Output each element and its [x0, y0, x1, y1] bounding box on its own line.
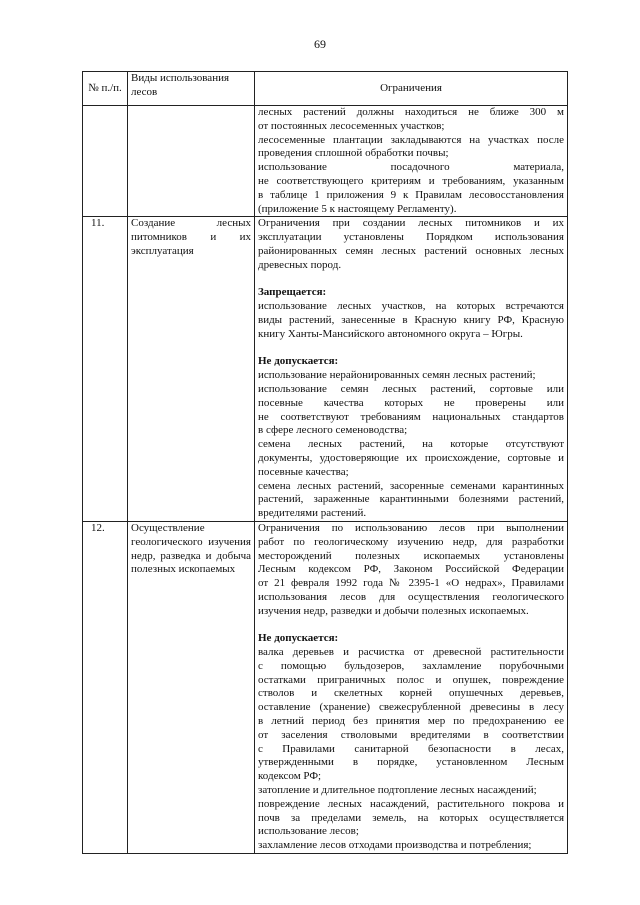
text-line: посевные качества; [258, 465, 349, 478]
text-line: вредителями растений. [258, 507, 367, 520]
text-line: районированных семян лесных растений основных лесных [258, 244, 564, 257]
spacer [258, 273, 564, 287]
text-line: использование посадочного материала, [258, 161, 564, 174]
header-number: № п./п. [83, 72, 128, 106]
text-line: не соответствуют требованиям национальных стандартов [258, 410, 564, 423]
text-line: не соответствующего критериям и требованиям, указанным [258, 174, 564, 187]
text-line: с Правилами санитарной безопасности в лесах, [258, 742, 564, 755]
row-number: 11. [83, 217, 128, 522]
text-line: Ограничения при создании лесных питомников и их [258, 217, 564, 230]
cell-empty-kind [128, 106, 255, 217]
text-line: семена лесных растений, засоренные семенами карантинных [258, 479, 564, 492]
text-line: Ограничения по использованию лесов при выполнении [258, 521, 564, 534]
text-line: повреждение лесных насаждений, растительного покрова и [258, 797, 564, 810]
table-row-continuation [83, 106, 568, 217]
text-line: книгу Ханты-Мансийского автономного округа – Югры. [258, 327, 523, 340]
text-line: эксплуатации установлены Порядком использования [258, 231, 564, 244]
header-kind: Виды использования лесов [128, 72, 255, 106]
section-heading: Не допускается: [258, 355, 339, 368]
text-line: стволов и скелетных корней опушечных деревьев, [258, 687, 564, 700]
text-line: кодексом РФ; [258, 770, 322, 783]
text-line: месторождений полезных ископаемых установлены [258, 549, 564, 562]
text-line: затопление и длительное подтопление лесных насаждений; [258, 784, 537, 797]
text-line: использование нерайонированных семян лесных растений; [258, 369, 536, 382]
use-kind: Осуществление геологического изучения недр, разведка и добыча полезных ископаемых [128, 521, 255, 853]
text-line: в таблице 1 приложения 9 к Правилам лесовосстановления [258, 188, 564, 201]
text-line: от постоянных лесосеменных участков; [258, 119, 445, 132]
row-number: 12. [83, 521, 128, 853]
text-line: проведения сплошной обработки почвы; [258, 147, 449, 160]
text-line: Лесным кодексом РФ, Законом Российской Федерации [258, 563, 564, 576]
cell-empty-number [83, 106, 128, 217]
text-line: от 21 февраля 1992 года № 2395-1 «О недрах», Правилами [258, 577, 564, 590]
text-line: в сфере лесного семеноводства; [258, 424, 408, 437]
text-line: остатками приграничных полос и опушек, повреждение [258, 673, 564, 686]
table-header-row [83, 72, 568, 106]
text-line: захламление лесов отходами производства и потребления; [258, 839, 532, 852]
text-line: виды растений, занесенные в Красную книгу РФ, Красную [258, 313, 564, 326]
text-line: использование лесов; [258, 825, 359, 838]
text-line: изучения недр, разведки и добычи полезных ископаемых. [258, 604, 529, 617]
text-line: использования лесов для осуществления геологического [258, 590, 564, 603]
text-line: использование семян лесных растений, сортовые или [258, 382, 564, 395]
text-line: семена лесных растений, на которые отсутствуют [258, 438, 564, 451]
section-heading: Не допускается: [258, 632, 339, 645]
table-row-11 [83, 217, 568, 522]
text-line: лесных растений должны находиться не ближе 300 м [258, 106, 564, 118]
cell-restrictions-11 [255, 217, 568, 522]
text-line: растений, зараженные карантинными болезнями растений, [258, 493, 564, 506]
text-line: посевные качества которых не проверены или [258, 396, 564, 409]
page-number: 69 [314, 37, 326, 51]
text-line: утвержденными в порядке, установленном Лесным [258, 756, 564, 769]
text-line: (приложение 5 к настоящему Регламенту). [258, 202, 457, 215]
text-line: в летний период без принятия мер по предохранению ее [258, 715, 564, 728]
text-line: документы, удостоверяющие их происхождение, сортовые и [258, 451, 564, 464]
text-line: древесных пород. [258, 258, 342, 271]
text-line: почв за пределами земель, на которых осуществляется [258, 811, 564, 824]
text-line: лесосеменные плантации закладываются на участках после [258, 133, 564, 146]
text-line: использование лесных участков, на которых встречаются [258, 300, 564, 313]
text-line: с помощью бульдозеров, захламление порубочными [258, 659, 564, 672]
cell-continuation-text [255, 106, 568, 217]
section-heading: Запрещается: [258, 286, 327, 299]
text-line: работ по геологическому изучению недр, для разработки [258, 535, 564, 548]
spacer [258, 618, 564, 632]
header-restrictions: Ограничения [255, 72, 568, 106]
cell-restrictions-12 [255, 521, 568, 853]
use-kind: Создание лесных питомников и их эксплуатация [128, 217, 255, 522]
text-line: оставление (хранение) свежесрубленной древесины в лесу [258, 701, 564, 714]
table-row-12 [83, 521, 568, 853]
text-line: валка деревьев и расчистка от древесной растительности [258, 646, 564, 659]
text-line: от заселения стволовыми вредителями в соответствии [258, 728, 564, 741]
restrictions-table [82, 71, 568, 854]
spacer [258, 342, 564, 356]
